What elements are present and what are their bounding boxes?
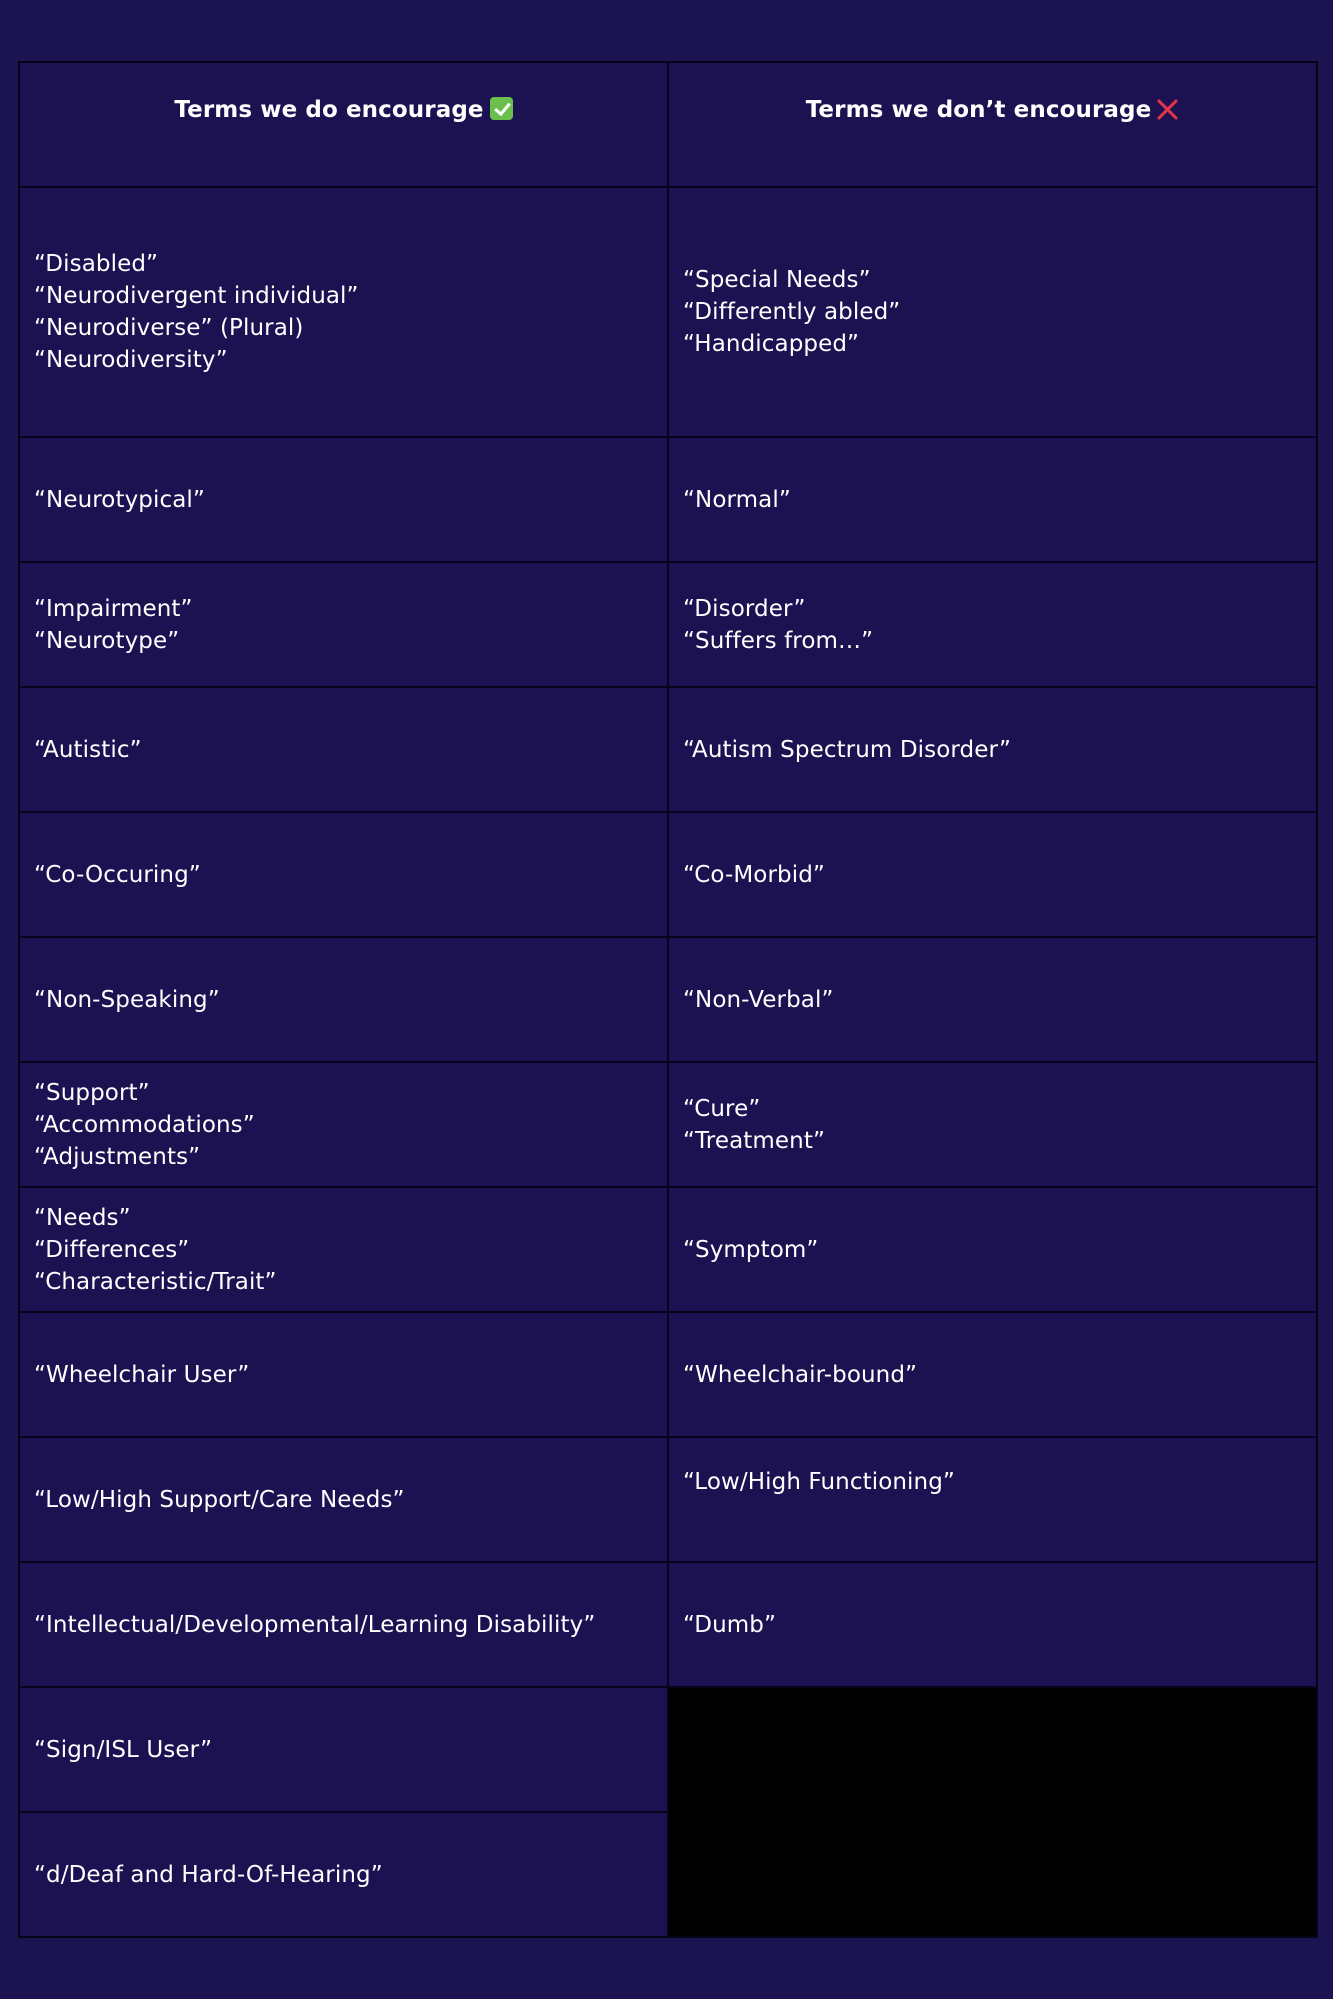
table-row	[19, 437, 1317, 562]
encourage-cell	[19, 1812, 668, 1937]
discourage-term: “Co-Morbid”	[683, 861, 825, 888]
discourage-term: “Treatment”	[683, 1127, 825, 1154]
discourage-cell	[668, 1562, 1317, 1687]
table-row	[19, 187, 1317, 437]
encourage-term: “Support”	[34, 1079, 150, 1106]
encourage-cell	[19, 687, 668, 812]
discourage-term: “Dumb”	[683, 1611, 777, 1638]
table-row	[19, 1687, 1317, 1812]
cross-mark-icon	[1155, 97, 1179, 121]
discourage-term: “Wheelchair-bound”	[683, 1361, 918, 1388]
encourage-term: “Intellectual/Developmental/Learning Disability”	[34, 1611, 596, 1638]
encourage-term: “Disabled”	[34, 251, 159, 277]
discourage-term: “Differently abled”	[683, 299, 901, 325]
table-row	[19, 562, 1317, 687]
encourage-cell	[19, 1062, 668, 1187]
encourage-cell	[19, 1687, 668, 1812]
encourage-term: “Characteristic/Trait”	[34, 1268, 277, 1295]
encourage-term: “Sign/ISL User”	[34, 1736, 213, 1763]
discourage-term: “Autism Spectrum Disorder”	[683, 736, 1012, 763]
discourage-term: “Suffers from…”	[683, 627, 874, 654]
table-row	[19, 1062, 1317, 1187]
terms-table	[18, 61, 1318, 1938]
empty-cell	[668, 1687, 1317, 1937]
discourage-term: “Disorder”	[683, 595, 806, 622]
encourage-cell	[19, 1312, 668, 1437]
encourage-cell	[19, 1187, 668, 1312]
discourage-cell	[668, 1062, 1317, 1187]
encourage-term: “Co-Occuring”	[34, 861, 201, 888]
check-mark-icon	[490, 97, 513, 120]
table-row	[19, 812, 1317, 937]
encourage-header	[19, 62, 668, 187]
encourage-term: “Impairment”	[34, 595, 193, 622]
discourage-term: “Low/High Functioning”	[683, 1469, 955, 1495]
discourage-cell	[668, 1312, 1317, 1437]
encourage-term: “Low/High Support/Care Needs”	[34, 1486, 405, 1513]
discourage-term: “Symptom”	[683, 1236, 819, 1263]
encourage-term: “Adjustments”	[34, 1143, 201, 1170]
encourage-header-label: Terms we do encourage	[174, 96, 484, 123]
encourage-cell	[19, 437, 668, 562]
table-row	[19, 937, 1317, 1062]
discourage-term: “Non-Verbal”	[683, 986, 834, 1013]
discourage-cell	[668, 437, 1317, 562]
encourage-cell	[19, 937, 668, 1062]
encourage-term: “Neurodiverse” (Plural)	[34, 315, 304, 341]
discourage-cell	[668, 937, 1317, 1062]
encourage-term: “Neurodivergent individual”	[34, 283, 359, 309]
header-row	[19, 62, 1317, 187]
discourage-cell	[668, 1437, 1317, 1562]
encourage-term: “Autistic”	[34, 736, 142, 763]
table-row	[19, 1562, 1317, 1687]
discourage-header	[668, 62, 1317, 187]
encourage-term: “Non-Speaking”	[34, 986, 220, 1013]
discourage-term: “Handicapped”	[683, 331, 860, 357]
discourage-cell	[668, 812, 1317, 937]
encourage-term: “Accommodations”	[34, 1111, 255, 1138]
encourage-cell	[19, 1562, 668, 1687]
encourage-cell	[19, 812, 668, 937]
encourage-term: “Needs”	[34, 1204, 131, 1231]
discourage-term: “Normal”	[683, 486, 791, 513]
discourage-cell	[668, 687, 1317, 812]
encourage-term: “Neurotype”	[34, 627, 180, 654]
table-row	[19, 1437, 1317, 1562]
discourage-cell	[668, 562, 1317, 687]
encourage-term: “Wheelchair User”	[34, 1361, 250, 1388]
discourage-term: “Special Needs”	[683, 267, 871, 293]
encourage-term: “d/Deaf and Hard-Of-Hearing”	[34, 1861, 383, 1888]
discourage-cell	[668, 187, 1317, 437]
encourage-term: “Neurotypical”	[34, 486, 205, 513]
discourage-cell	[668, 1187, 1317, 1312]
encourage-cell	[19, 562, 668, 687]
table-row	[19, 1312, 1317, 1437]
table-row	[19, 687, 1317, 812]
encourage-term: “Differences”	[34, 1236, 190, 1263]
encourage-term: “Neurodiversity”	[34, 347, 228, 373]
encourage-cell	[19, 187, 668, 437]
encourage-cell	[19, 1437, 668, 1562]
discourage-term: “Cure”	[683, 1095, 761, 1122]
table-row	[19, 1187, 1317, 1312]
discourage-header-label: Terms we don’t encourage	[805, 96, 1152, 123]
